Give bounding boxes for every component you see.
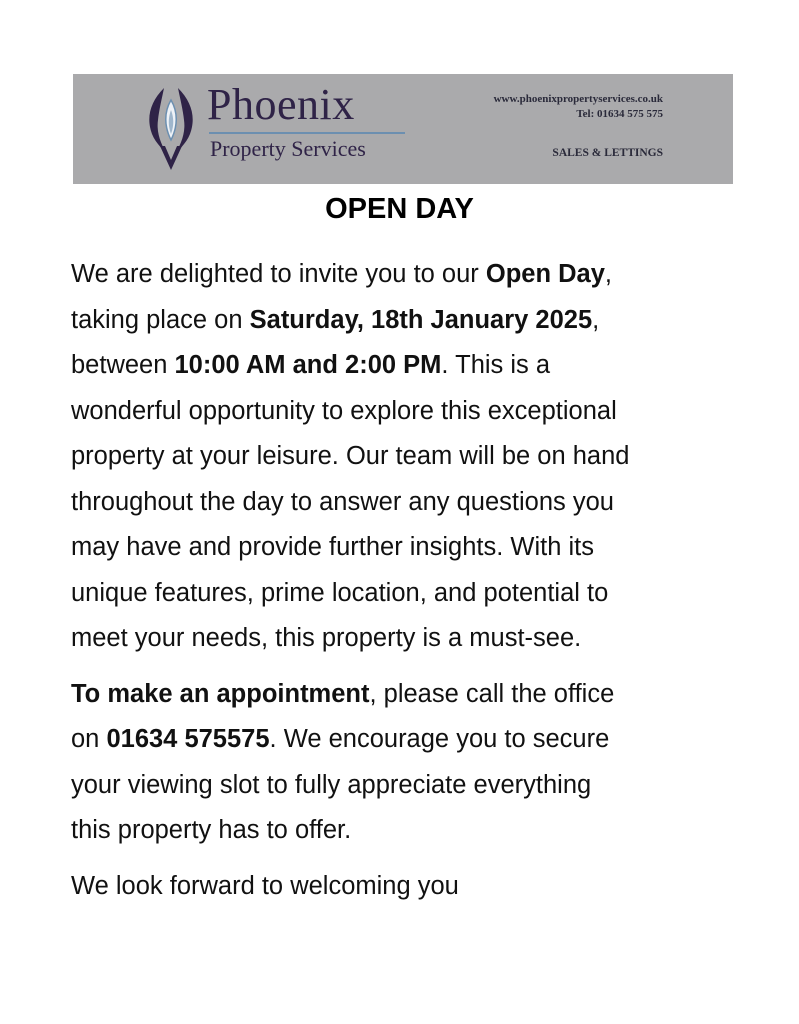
header-banner — [73, 74, 733, 184]
text-line: may have and provide further insights. With its — [71, 533, 594, 561]
text-run: . We encourage you to secure — [269, 725, 610, 753]
office-phone-number: 01634 575575 — [106, 725, 270, 753]
text-run: , please call the office — [369, 679, 615, 708]
services-label: SALES & LETTINGS — [552, 147, 663, 159]
text-line: wonderful opportunity to explore this exceptional — [71, 396, 617, 425]
text-run: We are delighted to invite you to our — [71, 260, 486, 288]
text-line: throughout the day to answer any questions you — [71, 487, 614, 516]
text-line — [71, 298, 739, 344]
invitation-paragraph — [71, 252, 739, 662]
text-line — [71, 672, 739, 718]
text-run: on — [71, 725, 107, 753]
text-line: meet your needs, this property is a must-see. — [71, 624, 582, 652]
appointment-paragraph — [71, 672, 739, 854]
event-time: 10:00 AM and 2:00 PM — [174, 351, 442, 379]
text-run: between — [71, 351, 175, 379]
text-run: . This is a — [441, 351, 551, 379]
closing-paragraph — [71, 864, 739, 910]
appointment-heading: To make an appointment — [71, 679, 370, 708]
telephone-number: Tel: 01634 575 575 — [576, 108, 663, 120]
letter-body — [71, 252, 739, 909]
event-date: Saturday, 18th January 2025 — [249, 305, 593, 334]
page-title: OPEN DAY — [325, 193, 474, 225]
brand-underline — [209, 132, 405, 134]
text-line: your viewing slot to fully appreciate everything — [71, 770, 592, 799]
text-line — [71, 343, 739, 389]
closing-line: We look forward to welcoming you — [71, 871, 459, 900]
brand-subtitle: Property Services — [210, 136, 366, 161]
website-link[interactable]: www.phoenixpropertyservices.co.uk — [493, 93, 663, 105]
text-line: property at your leisure. Our team will be on hand — [71, 442, 630, 470]
text-run: , — [604, 260, 613, 288]
text-line: unique features, prime location, and potential to — [71, 578, 609, 607]
text-line: this property has to offer. — [71, 816, 352, 844]
text-run: taking place on — [71, 305, 250, 334]
text-run: , — [592, 305, 600, 334]
phoenix-flame-logo-icon — [142, 84, 200, 172]
text-line — [71, 252, 739, 298]
event-name: Open Day — [485, 260, 605, 288]
text-line — [71, 717, 739, 763]
brand-name: Phoenix — [207, 80, 355, 129]
